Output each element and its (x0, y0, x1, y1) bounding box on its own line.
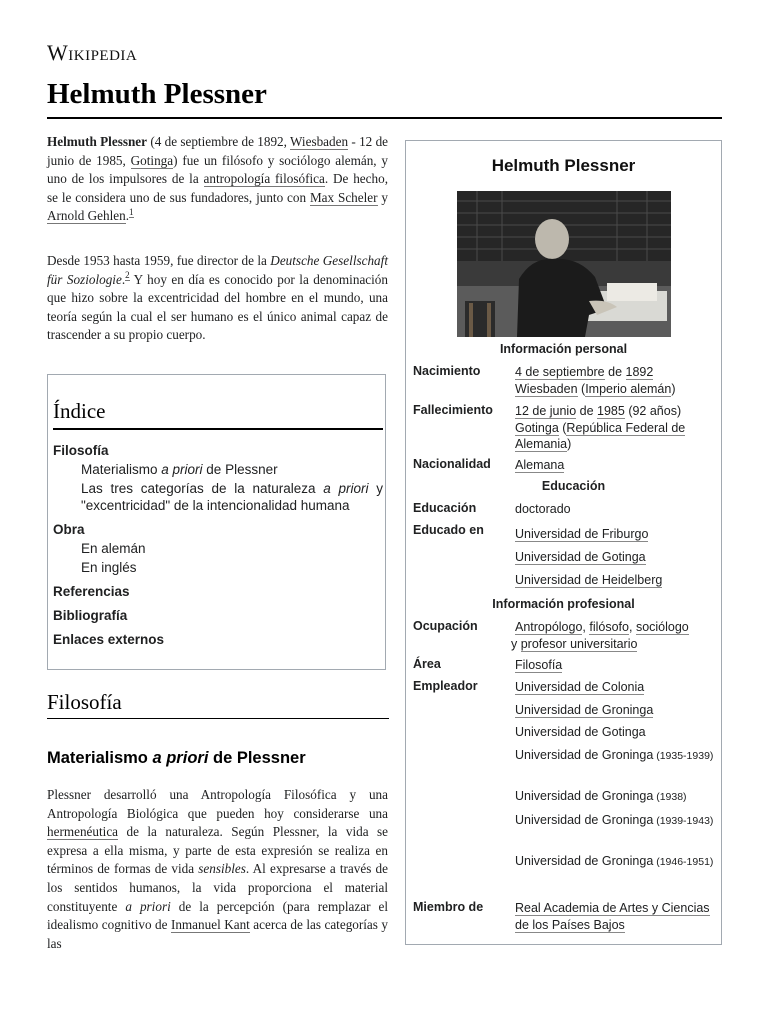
years-1938: (1938) (653, 791, 687, 803)
label-educacion: Educación (413, 501, 477, 515)
employer-groninga-1939: Universidad de Groninga (515, 813, 654, 827)
link-1985[interactable]: 1985 (597, 404, 625, 418)
text: y "excentricidad" de la intencionalidad humana (81, 481, 383, 513)
label-area: Área (413, 657, 441, 671)
link-imperio-aleman[interactable]: Imperio alemán (585, 381, 672, 396)
text: a priori (161, 462, 203, 477)
toc-divider (53, 428, 383, 430)
label-ocupacion: Ocupación (413, 619, 478, 633)
link-universidad-gotinga[interactable]: Universidad de Gotinga (515, 550, 646, 564)
value-educado-en (515, 523, 715, 592)
text: ( (577, 381, 586, 396)
text: de Plessner (202, 462, 278, 477)
link-1892[interactable]: 1892 (625, 365, 654, 379)
text: ( (558, 420, 567, 435)
text: a priori (152, 749, 209, 767)
link-universidad-groninga[interactable]: Universidad de Groninga (515, 703, 654, 717)
toc-item-filosofia[interactable]: Filosofía (53, 443, 109, 458)
text: . Al expresarse a través de los sentidos humanos, la vida proporciona el material constituyente (47, 861, 388, 914)
text: ) (567, 437, 572, 451)
title-divider (47, 117, 722, 119)
reference-1[interactable]: 1 (129, 206, 134, 217)
text: Las tres categorías de la naturaleza (81, 481, 324, 496)
toc-item-tres-categorias[interactable] (53, 480, 383, 514)
text: Plessner desarrolló una Antropología Filosófica y una Antropología Biológica que pueden hoy considerarse una (47, 787, 388, 821)
intro-paragraph-2 (47, 252, 388, 345)
link-filosofo[interactable]: filósofo (589, 620, 629, 634)
value-educacion: doctorado (515, 502, 571, 516)
value-nacimiento (515, 364, 715, 397)
text: , (628, 620, 636, 634)
text: de la percepción (para remplazar el idealismo cognitivo de (47, 898, 388, 933)
toc-title: Índice (53, 399, 106, 423)
link-wiesbaden-infobox[interactable]: Wiesbaden (515, 381, 578, 396)
text: y (511, 636, 521, 651)
link-universidad-colonia[interactable]: Universidad de Colonia (515, 680, 645, 694)
employer-groninga-1935: Universidad de Groninga (515, 748, 654, 762)
portrait-photo-graphic (457, 191, 671, 337)
toc-item-obra[interactable]: Obra (53, 522, 85, 537)
value-miembro-de (515, 900, 715, 933)
reference-2[interactable]: 2 (125, 270, 130, 281)
text: de (576, 404, 598, 418)
link-12-junio[interactable]: 12 de junio (515, 404, 577, 418)
page-title: Helmuth Plessner (47, 78, 267, 110)
link-filosofia[interactable]: Filosofía (515, 658, 563, 672)
link-hermeneutica[interactable]: hermenéutica (47, 824, 119, 840)
toc-item-en-ingles[interactable]: En inglés (81, 560, 137, 575)
label-empleador: Empleador (413, 679, 478, 693)
link-universidad-heidelberg[interactable]: Universidad de Heidelberg (515, 573, 663, 587)
text: ) fue un filósofo y sociólogo alemán, y uno de los impulsores de la (47, 152, 388, 187)
infobox (405, 140, 722, 945)
years-1946-1951: (1946-1951) (653, 856, 714, 868)
years-1935-1939: (1935-1939) (653, 750, 714, 762)
wikipedia-wordmark[interactable]: Wikipedia (47, 40, 138, 65)
value-fallecimiento (515, 403, 715, 453)
subject-name: Helmuth Plessner (47, 134, 148, 149)
link-wiesbaden[interactable]: Wiesbaden (290, 134, 349, 149)
employer-groninga-1946: Universidad de Groninga (515, 854, 654, 868)
infobox-title: Helmuth Plessner (491, 156, 636, 175)
intro-paragraph-1 (47, 133, 388, 226)
infobox-section-educacion: Educación (541, 479, 606, 493)
link-alemana[interactable]: Alemana (515, 458, 565, 472)
table-of-contents (47, 374, 386, 670)
text: , (582, 620, 590, 634)
text: . (125, 208, 130, 224)
text: sensibles (198, 861, 246, 877)
text: Materialismo (47, 749, 153, 767)
value-area (515, 657, 715, 674)
text: Y hoy en día es conocido por la denominación que hizo sobre la excentricidad del hombre en el mundo, una teoría según la cual el ser humano es el único animal capaz de trascender a su propio cuerpo. (47, 271, 388, 343)
toc-item-materialismo[interactable] (53, 461, 383, 478)
link-inmanuel-kant[interactable]: Inmanuel Kant (170, 917, 250, 933)
text: (92 años) (624, 404, 682, 418)
label-fallecimiento: Fallecimiento (413, 403, 493, 417)
infobox-section-profesional: Información profesional (492, 597, 635, 611)
link-real-academia[interactable]: Real Academia de Artes y Ciencias de los Países Bajos (515, 901, 710, 932)
link-4-septiembre[interactable]: 4 de septiembre (515, 365, 605, 379)
value-nacionalidad (515, 457, 715, 474)
link-antropologia-filosofica[interactable]: antropología filosófica (203, 171, 325, 187)
employer-groninga-1938: Universidad de Groninga (515, 789, 654, 803)
section-divider (47, 718, 389, 719)
employer-gotinga: Universidad de Gotinga (515, 725, 646, 739)
link-antropologo[interactable]: Antropólogo (515, 620, 583, 634)
label-educado-en: Educado en (413, 523, 484, 537)
label-miembro-de: Miembro de (413, 900, 484, 914)
toc-item-bibliografia[interactable]: Bibliografía (53, 608, 128, 623)
link-max-scheler[interactable]: Max Scheler (309, 189, 378, 205)
text: de la naturaleza. Según Plessner, la vida se expresa a ella misma, y parte de esta expresión se realiza en términos de formas de vida (47, 824, 388, 877)
dgs-name: Deutsche Gesellschaft für Soziologie (47, 253, 388, 287)
portrait-photo[interactable] (457, 191, 671, 337)
text: Desde 1953 hasta 1959, fue director de la (47, 253, 271, 268)
toc-item-en-aleman[interactable]: En alemán (81, 541, 146, 556)
subsection-heading-materialismo (47, 749, 306, 768)
link-gotinga[interactable]: Gotinga (130, 152, 174, 168)
link-rfa[interactable]: República Federal de Alemania (515, 420, 686, 451)
toc-item-referencias[interactable]: Referencias (53, 584, 130, 599)
link-sociologo[interactable]: sociólogo (635, 620, 689, 634)
section-paragraph (47, 786, 388, 953)
text: y (377, 189, 389, 205)
text: . (121, 271, 126, 287)
value-ocupacion (511, 619, 715, 652)
text: (4 de septiembre de 1892, (147, 134, 291, 149)
section-heading-filosofia: Filosofía (47, 690, 122, 714)
link-arnold-gehlen[interactable]: Arnold Gehlen (47, 208, 126, 224)
text: - 12 de junio de 1985, (47, 134, 389, 168)
text: a priori (125, 898, 171, 914)
text: de (604, 365, 626, 379)
value-empleador (515, 679, 715, 871)
text: Materialismo (81, 462, 162, 477)
link-gotinga-infobox[interactable]: Gotinga (515, 420, 559, 435)
text: ) (671, 381, 676, 396)
link-universidad-friburgo[interactable]: Universidad de Friburgo (515, 527, 649, 541)
label-nacionalidad: Nacionalidad (413, 457, 491, 471)
years-1939-1943: (1939-1943) (653, 815, 714, 827)
label-nacimiento: Nacimiento (413, 364, 481, 378)
text: acerca de las categorías y las (47, 917, 388, 951)
toc-item-enlaces-externos[interactable]: Enlaces externos (53, 632, 165, 647)
text: de Plessner (208, 749, 306, 767)
infobox-section-personal: Información personal (499, 342, 628, 356)
link-profesor-universitario[interactable]: profesor universitario (520, 636, 638, 651)
text: . De hecho, se le considera uno de sus fundadores, junto con (47, 171, 388, 205)
text: a priori (323, 481, 369, 496)
